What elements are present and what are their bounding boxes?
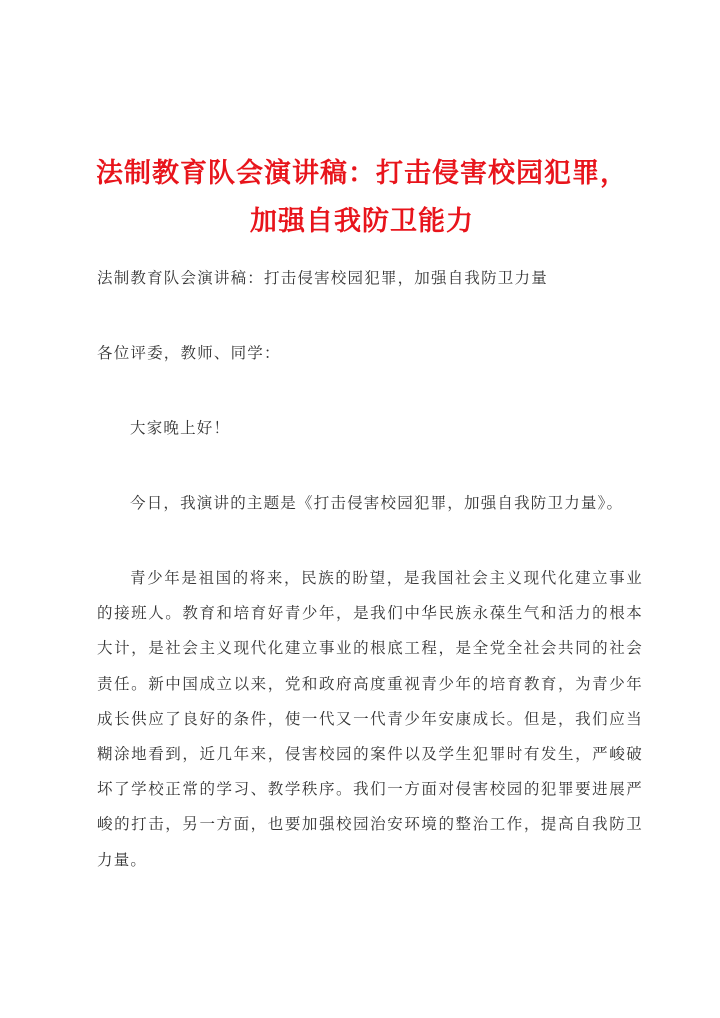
document-title: 法制教育队会演讲稿：打击侵害校园犯罪，加强自我防卫能力 <box>96 158 628 237</box>
topic-statement: 今日，我演讲的主题是《打击侵害校园犯罪，加强自我防卫力量》。 <box>130 494 624 512</box>
greeting: 大家晚上好！ <box>130 419 231 437</box>
salutation: 各位评委，教师、同学： <box>97 344 281 362</box>
body-paragraph: 青少年是祖国的将来，民族的盼望，是我国社会主义现代化建立事业的接班人。教育和培育好青少年，是我们中华民族永葆生气和活力的根本大计，是社会主义现代化建立事业的根底工程，是全党全社会共同的社会责任。新中国成立以来，党和政府高度重视青少年的培育教育，为青少年成长供应了良好的条件，使一代又一代青少年安康成长。但是，我们应当糊涂地看到，近几年来，侵害校园的案件以及学生犯罪时有发生，严峻破坏了学校正常的学习、教学秩序。我们一方面对侵害校园的犯罪要进展严峻的打击，另一方面，也要加强校园治安环境的整治工作，提高自我防卫力量。 <box>97 569 643 869</box>
document-subtitle: 法制教育队会演讲稿：打击侵害校园犯罪，加强自我防卫力量 <box>97 269 548 287</box>
